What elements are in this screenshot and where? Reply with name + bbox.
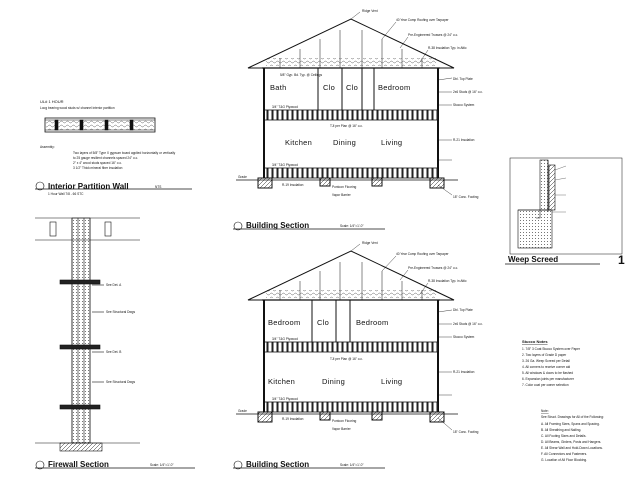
partition-note-4: 3 1/2" Thick mineral fiber insulation: [73, 166, 123, 170]
firewall-section-detail: [35, 218, 140, 451]
top-r38: R-38 Insulation Typ. in Attic: [428, 46, 467, 50]
bottom-studs: 2x6 Studs @ 16" o.c.: [453, 322, 483, 326]
top-r21: R-21 Insulation: [453, 138, 475, 142]
bottom-pontoon: Pontoon Flooring: [332, 419, 357, 423]
bottom-room-dining: Dining: [322, 377, 346, 386]
top-trusses: Pre-Engineered Trusses @ 24" o.c.: [408, 33, 459, 37]
bottom-trusses: Pre-Engineered Trusses @ 24" o.c.: [408, 266, 459, 270]
partition-subtitle: 1 Hour Wall 7/8 - 66 STC: [48, 192, 84, 196]
bottom-grade: Grade: [238, 409, 247, 413]
partition-note-1: Two layers of 5/8" Type X gypsum board applied horizontally or vertically: [73, 151, 176, 155]
partition-note-2: to 25 gauge resilient channels spaced 24" o.c.: [73, 156, 139, 160]
top-room-living: Living: [381, 138, 403, 147]
bottom-room-bedroom-2: Bedroom: [356, 318, 389, 327]
general-note-e: E. All Shear Wall and Hold-Down Locations.: [541, 446, 603, 450]
partition-scale: NTS: [155, 185, 162, 189]
weep-screed-title: Weep Screed: [508, 255, 559, 264]
bottom-footing: 18" Conc. Footing: [453, 430, 479, 434]
top-gyp-ceiling: 5/8" Gyp. Bd. Typ. @ Ceilings: [280, 73, 323, 77]
firewall-label-4: See Structural Dwgs: [106, 380, 136, 384]
firewall-label-2: See Structural Dwgs: [106, 310, 136, 314]
firewall-label-3: See Det. B: [106, 350, 122, 354]
top-room-bedroom: Bedroom: [378, 83, 411, 92]
bottom-r21: R-21 Insulation: [453, 370, 475, 374]
stucco-note-7: 7. Color coat per owner selection: [522, 383, 569, 387]
top-ridge-vent: Ridge Vent: [362, 9, 378, 13]
top-r19: R-19 Insulation: [282, 183, 304, 187]
bottom-section-title: Building Section: [246, 460, 310, 469]
firewall-label-1: See Det. A: [106, 283, 122, 287]
firewall-title: Firewall Section: [48, 460, 109, 469]
general-note-b: B. All Sheathing and Nailing.: [541, 428, 582, 432]
top-plywood-2: 3/4" T&G Plywood: [272, 163, 298, 167]
top-room-bath: Bath: [270, 83, 287, 92]
bottom-dbl-top-plate: Dbl. Top Plate: [453, 308, 473, 312]
partition-title: Interior Partition Wall: [48, 182, 129, 191]
weep-screed-detail: [505, 158, 622, 264]
bottom-r19: R-19 Insulation: [282, 417, 304, 421]
top-tji: TJI per Plan @ 16" o.c.: [330, 124, 363, 128]
stucco-note-4: 4. All corners to receive corner aid: [522, 365, 571, 369]
bottom-r38: R-38 Insulation Typ. in Attic: [428, 279, 467, 283]
top-plywood: 3/4" T&G Plywood: [272, 105, 298, 109]
general-note-a: A. All Framing Sizes, Spans and Spacing.: [541, 422, 600, 426]
general-note-c: C. All Footing Sizes and Details.: [541, 434, 587, 438]
partition-assembly-label: Assembly:: [40, 145, 55, 149]
bottom-vapor: Vapor Barrier: [332, 427, 351, 431]
top-room-kitchen: Kitchen: [285, 138, 313, 147]
bottom-tji: TJI per Plan @ 16" o.c.: [330, 357, 363, 361]
weep-screed-number: 1: [618, 253, 625, 267]
stucco-note-5: 5. All windows & doors to be flashed: [522, 371, 574, 375]
bottom-plywood: 3/4" T&G Plywood: [272, 337, 298, 341]
top-vapor: Vapor Barrier: [332, 193, 351, 197]
partition-insulation: [46, 120, 154, 130]
partition-note-3: 2" x 4" wood studs spaced 16" o.c.: [73, 161, 122, 165]
bottom-roofing: 40 Year Comp Roofing over Tarpaper: [396, 252, 449, 256]
top-room-clo-2: Clo: [346, 83, 359, 92]
general-note-g: G. Location of All Floor Blocking.: [541, 458, 588, 462]
bottom-room-kitchen: Kitchen: [268, 377, 296, 386]
firewall-scale: Scale: 1/4"=1'-0": [150, 463, 174, 467]
top-roofing: 40 Year Comp Roofing over Tarpaper: [396, 18, 449, 22]
general-note-f: F. All Connectors and Fasteners.: [541, 452, 588, 456]
top-grade: Grade: [238, 175, 247, 179]
top-studs: 2x6 Studs @ 16" o.c.: [453, 90, 483, 94]
building-section-bottom: [236, 244, 458, 430]
top-section-scale: Scale: 1/4"=1'-0": [340, 224, 364, 228]
stucco-notes-title: Stucco Notes: [522, 339, 548, 344]
stucco-note-2: 2. Two layers of Grade D paper: [522, 353, 567, 357]
stucco-note-3: 3. 26 Ga. Weep Screed per Detail: [522, 359, 570, 363]
building-section-top: [236, 12, 458, 195]
top-room-dining: Dining: [333, 138, 357, 147]
top-section-title: Building Section: [246, 221, 310, 230]
bottom-room-living: Living: [381, 377, 403, 386]
top-stucco: Stucco System: [453, 103, 475, 107]
bottom-stucco: Stucco System: [453, 335, 475, 339]
general-notes-intro: See Struct. Drawings for All of the Following:: [541, 415, 604, 419]
bottom-ridge-vent: Ridge Vent: [362, 241, 378, 245]
partition-note-line: Loog bearing wood studs w/ channel interior partition: [40, 106, 115, 110]
bottom-room-clo: Clo: [317, 318, 330, 327]
bottom-room-bedroom-1: Bedroom: [268, 318, 301, 327]
bottom-plywood-2: 3/4" T&G Plywood: [272, 397, 298, 401]
top-dbl-top-plate: Dbl. Top Plate: [453, 77, 473, 81]
bottom-section-scale: Scale: 1/4"=1'-0": [340, 463, 364, 467]
top-footing: 18" Conc. Footing: [453, 195, 479, 199]
partition-heading: UL# 1 HOUR: [40, 99, 64, 104]
stucco-note-1: 1. 7/8" 3 Coat Stucco System over Paper: [522, 347, 581, 351]
top-pontoon: Pontoon Flooring: [332, 185, 357, 189]
general-note-d: D. All Beams, Girders, Posts and Hangers.: [541, 440, 602, 444]
general-notes-heading: Note:: [541, 409, 549, 413]
interior-partition-wall-detail: [35, 99, 192, 196]
top-room-clo-1: Clo: [323, 83, 336, 92]
stucco-note-6: 6. Expansion joints per manufacturer: [522, 377, 574, 381]
